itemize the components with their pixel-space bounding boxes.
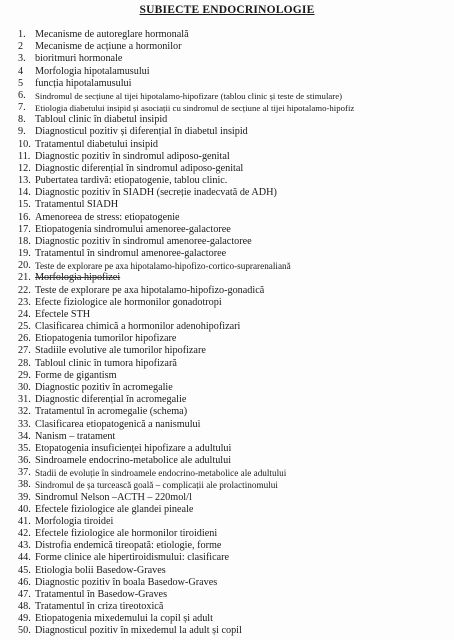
topic-text: Etopatogenia insuficienței hipofizare a adultului (35, 442, 232, 454)
topic-item (18, 29, 450, 41)
topic-text: Distrofia endemică tireopată: etiologie, forme (35, 540, 222, 552)
topic-number: 12. (18, 162, 31, 174)
document-title: SUBIECTE ENDOCRINOLOGIE (139, 4, 315, 16)
topic-item (18, 212, 450, 224)
topic-number: 19. (18, 248, 31, 260)
topic-item (18, 66, 450, 78)
topic-item (18, 345, 450, 357)
topic-text: Diagnosticul pozitiv în mixedemul la adult și copil (35, 625, 242, 637)
topic-text: funcția hipotalamusului (35, 77, 132, 89)
topic-item (18, 175, 450, 187)
topic-text: Clasificarea etiopatogenică a nanismului (35, 418, 201, 430)
topic-number: 22. (18, 284, 31, 296)
topic-number: 3. (18, 53, 26, 65)
topic-text: Efecte fiziologice ale hormonilor gonadotropi (35, 296, 222, 308)
topic-number: 17. (18, 223, 31, 235)
topic-number: 26. (18, 333, 31, 345)
topic-number: 24. (18, 308, 31, 320)
topic-text: Mecanisme de autoreglare hormonală (35, 29, 189, 40)
topic-number: 25. (18, 321, 31, 333)
topic-text: Tratamentul în sindromul amenoree-galactoree (35, 248, 227, 260)
topic-text: Pubertatea tardivă: etiopatogenie, tablou clinic. (35, 175, 228, 187)
topic-number: 36. (18, 455, 31, 467)
topic-text: Sindromul de secțiune al tijei hipotalamo-hipofizare (tablou clinic și teste de stimulare) (35, 90, 343, 101)
topic-item (18, 479, 450, 491)
topic-item (18, 114, 450, 126)
topic-text: Diagnostic diferențial în acromegalie (35, 394, 187, 406)
topic-text: Amenoreea de stress: etiopatogenie (35, 211, 180, 223)
topic-item (18, 589, 450, 601)
topic-text: Morfologia tiroidei (35, 515, 114, 527)
topic-text: Diagnostic pozitiv în boala Basedow-Graves (35, 576, 218, 588)
topic-item (18, 613, 450, 625)
topic-item (18, 382, 450, 394)
topic-text: Diagnostic pozitiv în acromegalie (35, 381, 173, 393)
topic-item (18, 272, 450, 284)
topic-text: Stadiile evolutive ale tumorilor hipofizare (35, 345, 206, 357)
topic-number: 44. (18, 552, 31, 564)
topic-number: 35. (18, 442, 31, 454)
topic-item (18, 321, 450, 333)
topic-number: 49. (18, 613, 31, 625)
topic-number: 46. (18, 576, 31, 588)
topic-item (18, 151, 450, 163)
topic-item (18, 41, 450, 53)
topic-number: 27. (18, 345, 31, 357)
topic-number: 18. (18, 235, 31, 247)
topic-text: Teste de explorare pe axa hipotalamo-hipofizo-gonadică (35, 284, 265, 296)
topic-item (18, 552, 450, 564)
topic-text: Etiopatogenia sindromului amenoree-galactoree (35, 223, 231, 235)
topic-text: Efectele fiziologice ale hormonilor tiroidieni (35, 528, 218, 540)
topic-number: 45. (18, 564, 31, 576)
topic-number: 8. (18, 114, 26, 126)
topic-item (18, 297, 450, 309)
topic-text: Morfologia hipofizei (35, 272, 121, 284)
topic-item (18, 199, 450, 211)
topic-number: 33. (18, 418, 31, 430)
topic-text: Clasificarea chimică a hormonilor adenohipofizari (35, 321, 241, 333)
topic-number: 9. (18, 126, 26, 138)
topic-text: Tratamentul în Basedow-Graves (35, 588, 168, 600)
topic-item (18, 577, 450, 589)
topic-number: 1. (18, 29, 26, 40)
topic-text: Sindromul de șa turcească goală – complicații ale prolactinomului (35, 480, 278, 491)
topic-text: Etiologia diabetului insipid și asociații cu sindromul de secțiune al tijei hipotalamo-hipofiz (35, 103, 355, 114)
topic-number: 42. (18, 528, 31, 540)
topic-text: Tabloul clinic în diabetul insipid (35, 114, 168, 126)
topic-item (18, 540, 450, 552)
topic-item (18, 394, 450, 406)
topic-item (18, 53, 450, 65)
topic-item (18, 333, 450, 345)
topic-text: Diagnostic diferențial în sindromul adiposo-genital (35, 162, 244, 174)
topic-item (18, 419, 450, 431)
topic-number: 6. (18, 89, 26, 101)
topic-item (18, 370, 450, 382)
topic-number: 34. (18, 430, 31, 442)
topic-text: Diagnostic pozitiv în sindromul adiposo-genital (35, 150, 230, 162)
topic-number: 38. (18, 479, 31, 491)
topic-item (18, 528, 450, 540)
topic-text: Tratamentul în criza tireotoxică (35, 601, 164, 613)
topic-text: Forme clinice ale hipertiroidismului: clasificare (35, 552, 230, 564)
topic-number: 4 (18, 65, 24, 77)
topic-number: 37. (18, 467, 31, 479)
topic-text: Diagnostic pozitiv în SIADH (secreție inadecvată de ADH) (35, 187, 277, 199)
topic-item (18, 187, 450, 199)
topic-item (18, 601, 450, 613)
topic-item (18, 90, 450, 102)
topic-number: 10. (18, 138, 31, 150)
topic-text: Diagnostic pozitiv în sindromul amenoree-galactoree (35, 235, 252, 247)
topic-number: 15. (18, 199, 31, 211)
topic-text: Diagnosticul pozitiv și diferențial în diabetul insipid (35, 126, 248, 138)
topic-item (18, 504, 450, 516)
topic-text: Etiopatogenia mixedemului la copil și adult (35, 613, 213, 625)
topic-number: 14. (18, 187, 31, 199)
topic-item (18, 139, 450, 151)
topic-item (18, 358, 450, 370)
topic-number: 41. (18, 515, 31, 527)
topic-text: Efectele STH (35, 308, 91, 320)
topic-item (18, 236, 450, 248)
topic-item (18, 406, 450, 418)
topic-item (18, 443, 450, 455)
topic-text: Etiopatogenia tumorilor hipofizare (35, 333, 177, 345)
topic-item (18, 163, 450, 175)
topic-number: 21. (18, 272, 31, 284)
topic-text: Tratamentul SIADH (35, 199, 119, 211)
topic-number: 48. (18, 601, 31, 613)
topic-number: 11. (18, 150, 31, 162)
topic-item (18, 102, 450, 114)
topic-number: 40. (18, 503, 31, 515)
topic-number: 20. (18, 260, 31, 272)
topic-item (18, 309, 450, 321)
topic-text: Stadii de evoluție în sindroamele endocrino-metabolice ale adultului (35, 468, 287, 479)
topic-item (18, 260, 450, 272)
topic-text: Forme de gigantism (35, 369, 117, 381)
topic-text: Sindroamele endocrino-metabolice ale adultului (35, 455, 232, 467)
topic-text: bioritmuri hormonale (35, 53, 123, 65)
topic-number: 13. (18, 175, 31, 187)
topic-number: 2 (18, 41, 24, 53)
topic-number: 28. (18, 357, 31, 369)
topic-text: Tabloul clinic în tumora hipofizară (35, 357, 177, 369)
topic-item (18, 224, 450, 236)
topic-item (18, 78, 450, 90)
topic-list (18, 29, 450, 638)
topic-item (18, 248, 450, 260)
topic-text: Teste de explorare pe axa hipotalamo-hipofizo-cortico-suprarenaliană (35, 261, 291, 272)
topic-number: 32. (18, 406, 31, 418)
topic-number: 5 (18, 77, 24, 89)
topic-item (18, 492, 450, 504)
topic-text: Tratamentul diabetului insipid (35, 138, 158, 150)
topic-number: 50. (18, 625, 31, 637)
topic-number: 29. (18, 369, 31, 381)
topic-text: Tratamentul în acromegalie (schema) (35, 406, 188, 418)
topic-number: 23. (18, 296, 31, 308)
topic-text: Nanism – tratament (35, 430, 116, 442)
topic-item (18, 565, 450, 577)
topic-number: 7. (18, 102, 26, 114)
topic-item (18, 625, 450, 637)
topic-number: 39. (18, 491, 31, 503)
topic-number: 16. (18, 211, 31, 223)
topic-text: Etiologia bolii Basedow-Graves (35, 564, 166, 576)
topic-item (18, 431, 450, 443)
topic-number: 31. (18, 394, 31, 406)
topic-text: Morfologia hipotalamusului (35, 65, 150, 77)
topic-item (18, 285, 450, 297)
topic-number: 30. (18, 381, 31, 393)
topic-item (18, 467, 450, 479)
topic-number: 43. (18, 540, 31, 552)
topic-item (18, 455, 450, 467)
topic-text: Sindromul Nelson –ACTH – 220mol/l (35, 491, 192, 503)
topic-item (18, 126, 450, 138)
topic-item (18, 516, 450, 528)
topic-number: 47. (18, 588, 31, 600)
topic-text: Efectele fiziologice ale glandei pineale (35, 503, 194, 515)
topic-text: Mecanisme de acțiune a hormonilor (35, 41, 182, 53)
